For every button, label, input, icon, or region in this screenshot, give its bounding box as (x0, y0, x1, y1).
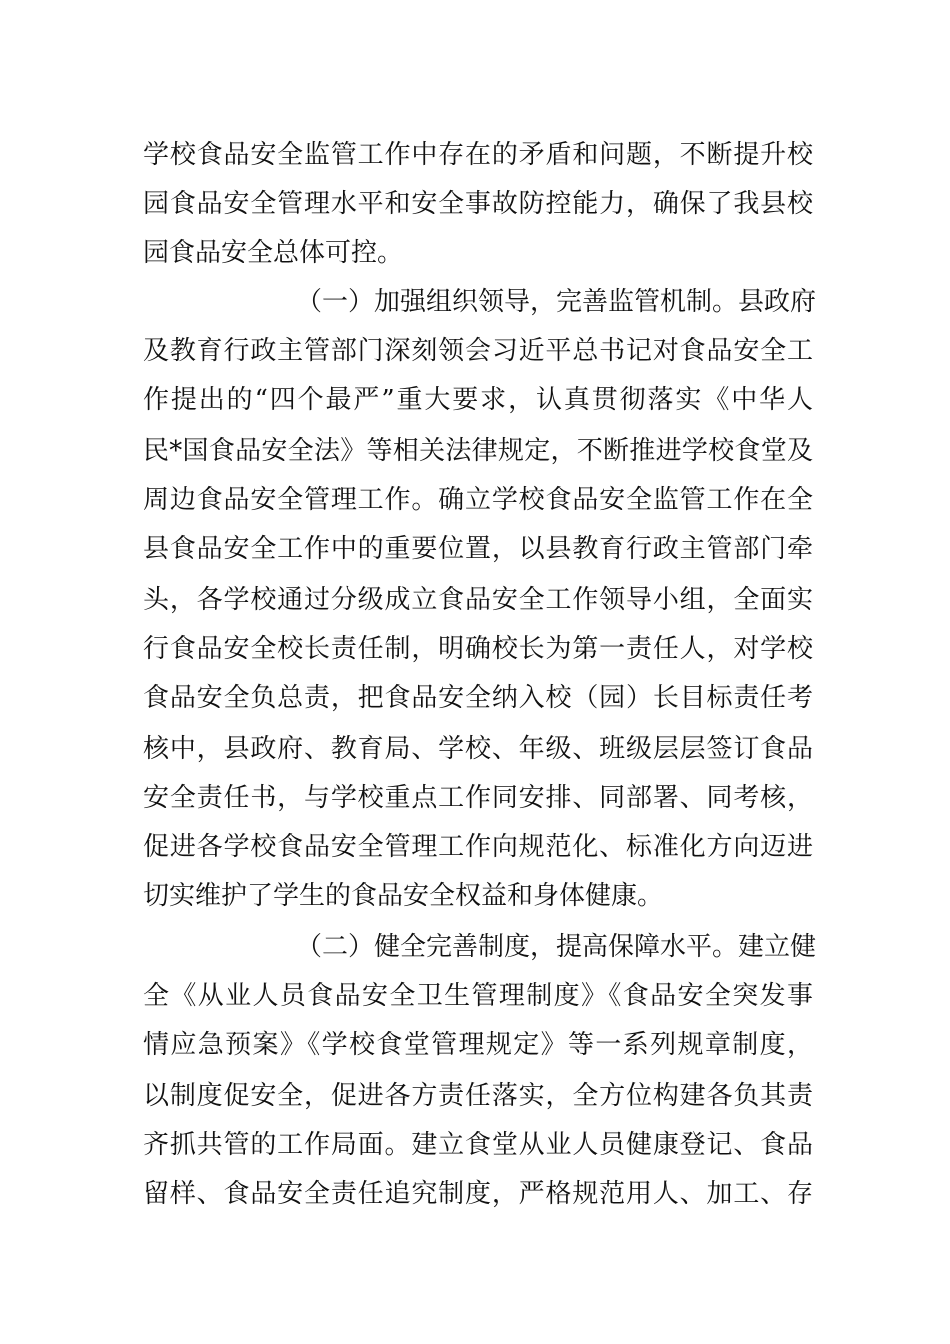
text-line: 园食品安全管理水平和安全事故防控能力，确保了我县校 (143, 189, 813, 219)
text-line: 全《从业人员食品安全卫生管理制度》《食品安全突发事 (143, 981, 813, 1011)
text-line: 安全责任书，与学校重点工作同安排、同部署、同考核， (143, 783, 813, 813)
text-line: 作提出的“四个最严”重大要求，认真贯彻落实《中华人 (143, 385, 813, 415)
text-line: 行食品安全校长责任制，明确校长为第一责任人，对学校 (143, 634, 813, 664)
text-line: 情应急预案》《学校食堂管理规定》等一系列规章制度， (143, 1030, 813, 1060)
text-line: 切实维护了学生的食品安全权益和身体健康。 (143, 881, 664, 911)
text-line: 促进各学校食品安全管理工作向规范化、标准化方向迈进 (143, 832, 813, 862)
text-line: 县食品安全工作中的重要位置，以县教育行政主管部门牵 (143, 534, 813, 564)
text-line: 民*国食品安全法》等相关法律规定，不断推进学校食堂及 (143, 436, 813, 466)
text-line: 学校食品安全监管工作中存在的矛盾和问题，不断提升校 (143, 140, 813, 170)
text-line: 留样、食品安全责任追究制度，严格规范用人、加工、存 (143, 1179, 813, 1209)
text-line: 及教育行政主管部门深刻领会习近平总书记对食品安全工 (143, 336, 813, 366)
section-heading-line: （一）加强组织领导，完善监管机制。县政府 (296, 287, 817, 317)
section-heading-line: （二）健全完善制度，提高保障水平。建立健 (296, 932, 817, 962)
text-line: 园食品安全总体可控。 (143, 238, 404, 268)
text-line: 头，各学校通过分级成立食品安全工作领导小组，全面实 (143, 585, 813, 615)
text-line: 食品安全负总责，把食品安全纳入校（园）长目标责任考 (143, 683, 813, 713)
text-line: 以制度促安全，促进各方责任落实，全方位构建各负其责 (143, 1081, 813, 1111)
text-line: 周边食品安全管理工作。确立学校食品安全监管工作在全 (143, 485, 813, 515)
text-line: 齐抓共管的工作局面。建立食堂从业人员健康登记、食品 (143, 1130, 813, 1160)
text-line: 核中，县政府、教育局、学校、年级、班级层层签订食品 (143, 734, 813, 764)
